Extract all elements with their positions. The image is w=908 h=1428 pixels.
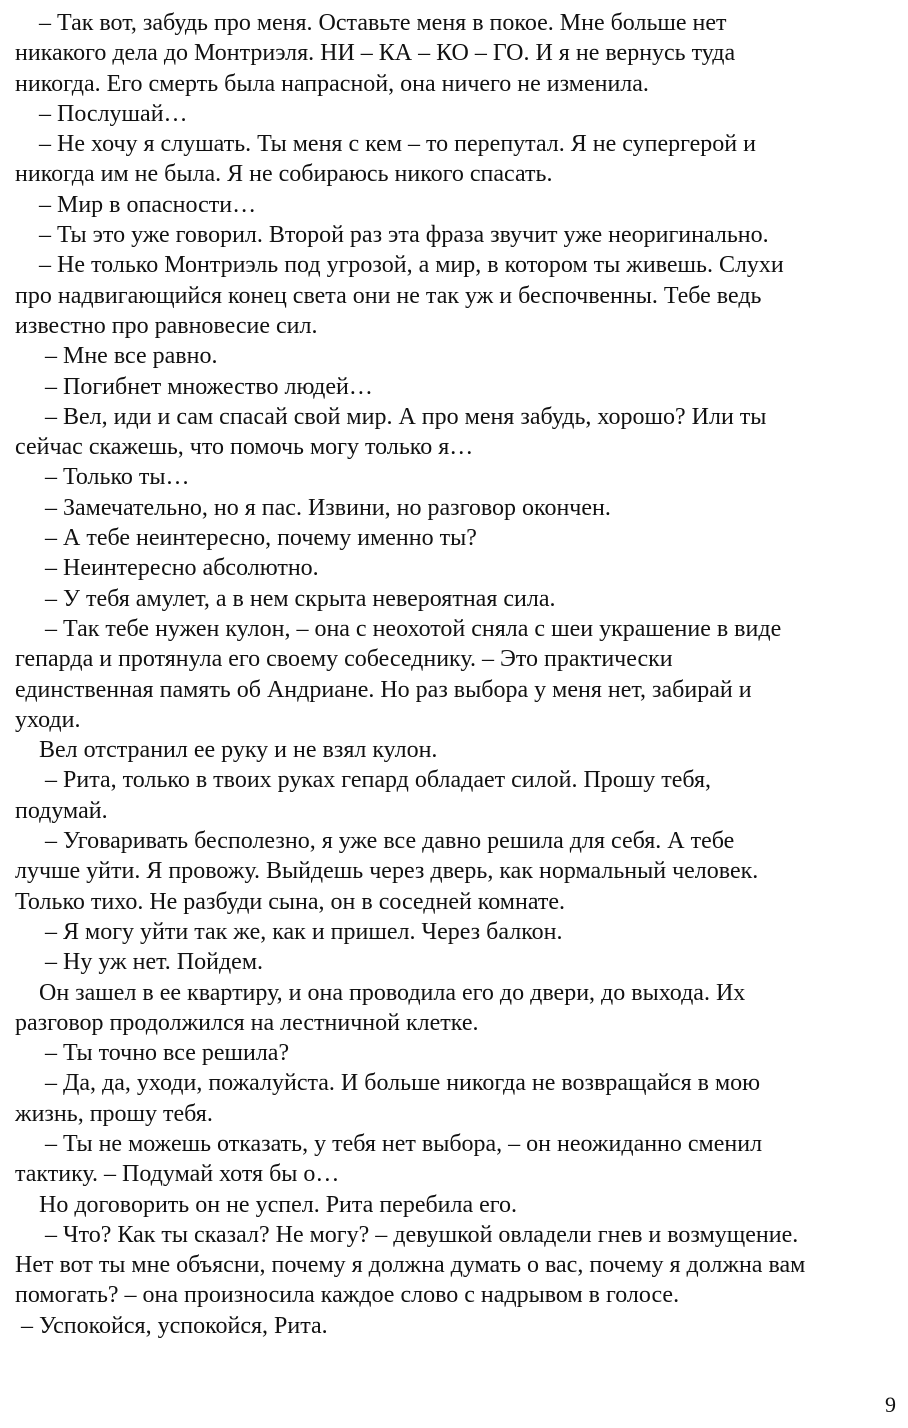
- text-line: – Не хочу я слушать. Ты меня с кем – то перепутал. Я не супергерой и: [15, 131, 756, 158]
- text-line: – Вел, иди и сам спасай свой мир. А про меня забудь, хорошо? Или ты: [15, 403, 767, 430]
- page-number: 9: [885, 1392, 896, 1417]
- text-line: гепарда и протянула его своему собеседнику. – Это практически: [15, 646, 673, 673]
- text-line: – У тебя амулет, а в нем скрыта невероятная сила.: [15, 585, 556, 612]
- text-line: – Ты не можешь отказать, у тебя нет выбора, – он неожиданно сменил: [15, 1130, 763, 1157]
- text-line: никогда им не была. Я не собираюсь никого спасать.: [15, 161, 553, 188]
- text-line: – Ты это уже говорил. Второй раз эта фраза звучит уже неоригинально.: [15, 222, 769, 249]
- text-line: – Замечательно, но я пас. Извини, но разговор окончен.: [15, 494, 611, 521]
- text-line: – Погибнет множество людей…: [15, 373, 373, 400]
- text-line: – Ты точно все решила?: [15, 1040, 290, 1067]
- text-line: уходи.: [15, 706, 81, 733]
- text-line: сейчас скажешь, что помочь могу только я…: [15, 434, 474, 461]
- text-line: – Я могу уйти так же, как и пришел. Через балкон.: [15, 918, 563, 945]
- text-line: никакого дела до Монтриэля. НИ – КА – КО – ГО. И я не вернусь туда: [15, 40, 736, 67]
- text-line: – А тебе неинтересно, почему именно ты?: [15, 525, 477, 552]
- text-line: про надвигающийся конец света они не так уж и беспочвенны. Тебе ведь: [15, 282, 762, 309]
- text-line: – Рита, только в твоих руках гепард обладает силой. Прошу тебя,: [15, 767, 712, 794]
- text-line: Нет вот ты мне объясни, почему я должна думать о вас, почему я должна вам: [15, 1252, 806, 1279]
- text-line: – Неинтересно абсолютно.: [15, 555, 319, 582]
- text-line: – Так вот, забудь про меня. Оставьте меня в покое. Мне больше нет: [15, 10, 727, 36]
- text-line: жизнь, прошу тебя.: [15, 1100, 213, 1127]
- text-line: известно про равновесие сил.: [15, 312, 318, 339]
- text-line: лучше уйти. Я провожу. Выйдешь через дверь, как нормальный человек.: [15, 858, 759, 885]
- text-line: – Мир в опасности…: [15, 191, 257, 218]
- text-line: – Мне все равно.: [15, 343, 218, 370]
- text-line: подумай.: [15, 797, 108, 824]
- text-line: – Да, да, уходи, пожалуйста. И больше никогда не возвращайся в мою: [15, 1070, 761, 1097]
- text-line: – Только ты…: [15, 464, 190, 491]
- text-line: никогда. Его смерть была напрасной, она ничего не изменила.: [15, 70, 649, 97]
- text-line: Вел отстранил ее руку и не взял кулон.: [15, 737, 438, 764]
- text-line: – Послушай…: [15, 100, 188, 127]
- text-line: тактику. – Подумай хотя бы о…: [15, 1161, 340, 1188]
- text-line: Он зашел в ее квартиру, и она проводила его до двери, до выхода. Их: [15, 979, 746, 1006]
- text-line: – Успокойся, успокойся, Рита.: [15, 1312, 328, 1339]
- body-text: [15, 8, 900, 1341]
- text-line: Но договорить он не успел. Рита перебила его.: [15, 1191, 518, 1218]
- text-line: – Не только Монтриэль под угрозой, а мир, в котором ты живешь. Слухи: [15, 252, 784, 279]
- text-line: – Так тебе нужен кулон, – она с неохотой сняла с шеи украшение в виде: [15, 615, 782, 642]
- text-line: – Уговаривать бесполезно, я уже все давно решила для себя. А тебе: [15, 828, 735, 855]
- text-line: – Что? Как ты сказал? Не могу? – девушкой овладели гнев и возмущение.: [15, 1221, 799, 1248]
- text-line: Только тихо. Не разбуди сына, он в соседней комнате.: [15, 888, 565, 915]
- text-line: разговор продолжился на лестничной клетке.: [15, 1009, 479, 1036]
- text-line: – Ну уж нет. Пойдем.: [15, 949, 264, 976]
- text-line: помогать? – она произносила каждое слово с надрывом в голосе.: [15, 1282, 680, 1309]
- text-line: единственная память об Андриане. Но раз выбора у меня нет, забирай и: [15, 676, 752, 703]
